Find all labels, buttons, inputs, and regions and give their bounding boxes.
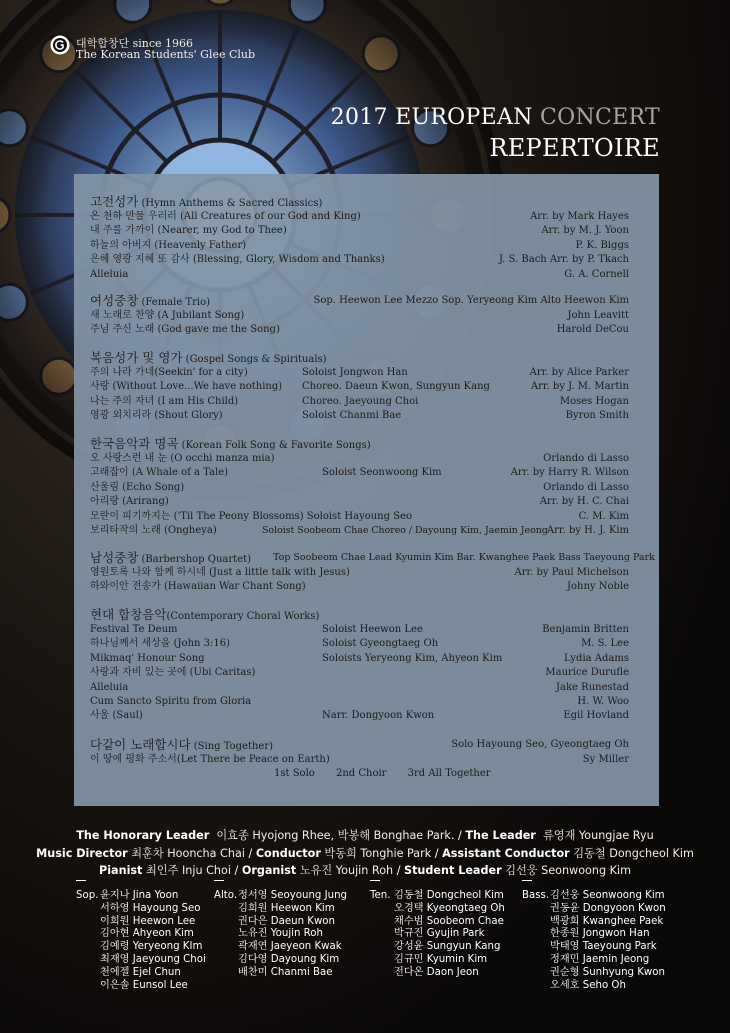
song-row: [90, 566, 629, 580]
member-row: [370, 941, 505, 954]
song-row: [90, 452, 629, 466]
song-composer: Byron Smith: [565, 410, 629, 422]
song-title: 오 사랑스런 내 눈 (O occhi manza mia): [90, 453, 275, 464]
song-title: 주님 주신 노래 (God gave me the Song): [90, 324, 280, 336]
staff-role: Assistant Conductor: [442, 847, 570, 860]
part-label: Sop.: [76, 890, 99, 901]
song-composer: Arr. by Paul Michelson: [514, 567, 629, 578]
staff-names: 최훈차 Hooncha Chai: [131, 847, 245, 860]
repertoire-section: [90, 194, 629, 282]
legend-item: 3rd All Together: [407, 768, 491, 779]
song-title: 아리랑 (Arirang): [90, 496, 169, 508]
member-name: 권동윤 Dongyoon Kwon: [550, 902, 666, 914]
member-name: 김다영 Dayoung Kim: [238, 953, 340, 965]
staff-names: 최인주 Inju Choi: [145, 864, 231, 877]
song-composer: Jake Runestad: [556, 681, 629, 693]
song-performer: Soloist Jongwon Han: [302, 367, 408, 378]
member-name: 권순형 Sunhyung Kwon: [550, 966, 665, 978]
song-title: 하와이안 전송가 (Hawaiian War Chant Song): [90, 581, 306, 593]
member-row: [214, 916, 347, 929]
member-name: 최재영 Jaeyoung Choi: [100, 953, 206, 965]
song-row: [90, 395, 629, 409]
member-row: [214, 890, 347, 903]
staff-role: Music Director: [36, 847, 128, 860]
song-performer: Soloist Seonwoong Kim: [322, 467, 442, 479]
song-title: 사울 (Saul): [90, 710, 143, 722]
song-composer: H. W. Woo: [577, 695, 629, 707]
member-column: [370, 890, 505, 980]
repertoire-section: [90, 436, 629, 538]
member-name: 김예령 Yeryeong KIm: [100, 941, 203, 953]
song-composer: Lydia Adams: [563, 652, 629, 664]
song-title: Festival Te Deum: [90, 624, 178, 635]
staff-names: 이효종 Hyojong Rhee, 박봉해 Bonghae Park.: [216, 829, 455, 842]
song-title: 온 천하 만물 우러러 (All Creatures of our God and King): [90, 211, 361, 222]
song-row: [90, 524, 629, 538]
song-row: [90, 253, 629, 267]
song-title: 고래잡이 (A Whale of a Tale): [90, 467, 229, 479]
staff-role: Conductor: [255, 847, 321, 860]
member-column: [522, 890, 666, 992]
member-name: 김동철 Dongcheol Kim: [394, 890, 504, 901]
song-composer: J. S. Bach Arr. by P. Tkach: [498, 254, 629, 266]
member-row: [522, 980, 666, 993]
title-line-2: REPERTOIRE: [489, 134, 660, 162]
member-name: 노유진 Youjin Roh: [238, 928, 323, 940]
song-row: [90, 753, 629, 767]
song-performer: Soloist Soobeom Chae Choreo / Dayoung Kim, Jaemin Jeong: [262, 524, 548, 536]
legend-item: 1st Solo: [274, 768, 315, 779]
song-row: [90, 652, 629, 666]
song-title: 사랑과 자비 있는 곳에 (Ubi Caritas): [90, 667, 256, 679]
song-composer: Orlando di Lasso: [543, 453, 629, 464]
song-composer: Benjamin Britten: [542, 624, 629, 635]
divider: [214, 880, 224, 881]
song-row: [90, 224, 629, 238]
member-row: [214, 941, 347, 954]
song-title: 내 주를 가까이 (Nearer, my God to Thee): [90, 225, 287, 237]
song-row: [90, 366, 629, 380]
staff-role: Pianist: [99, 864, 143, 877]
member-row: [522, 928, 666, 941]
member-row: [370, 928, 505, 941]
staff-names: 류영재 Youngjae Ryu: [542, 829, 654, 842]
section-performers: Top Soobeom Chae Lead Kyumin Kim Bar. Kwanghee Paek Bass Taeyoung Park: [273, 552, 655, 563]
member-column: [214, 890, 347, 980]
song-row: [90, 268, 629, 282]
song-title: 보리타작의 노래 (Ongheya): [90, 524, 217, 536]
song-row: [90, 666, 629, 680]
staff-role: Student Leader: [404, 864, 502, 877]
member-row: [76, 967, 206, 980]
staff-role: The Leader: [465, 829, 536, 842]
song-title: 영광 외치리라 (Shout Glory): [90, 410, 223, 422]
song-row: [90, 380, 629, 394]
member-name: 박규진 Gyujin Park: [394, 928, 485, 940]
song-title: 이 땅에 평화 주소서(Let There be Peace on Earth): [90, 754, 330, 765]
section-subtitle: (Contemporary Choral Works): [166, 611, 320, 622]
staff-names: 김동철 Dongcheol Kim: [573, 847, 694, 860]
song-row: [90, 695, 629, 709]
song-composer: Arr. by M. J. Yoon: [541, 225, 629, 237]
song-performer: Narr. Dongyoon Kwon: [322, 710, 435, 722]
divider: [522, 880, 532, 881]
member-name: 이희원 Heewon Lee: [100, 915, 196, 927]
member-row: [76, 928, 206, 941]
section-title: 고전성가: [90, 194, 139, 209]
staff-line-1: The Honorary Leader 이효종 Hyojong Rhee, 박봉해 Bonghae Park. / The Leader 류영재 Youngjae Ryu: [76, 829, 654, 842]
song-composer: C. M. Kim: [578, 510, 629, 522]
section-subtitle: (Gospel Songs & Spirituals): [182, 354, 327, 365]
song-performer: Soloists Yeryeong Kim, Ahyeon Kim: [322, 652, 503, 664]
song-title: 주의 나라 가네(Seekin' for a city): [90, 367, 248, 378]
song-performer: Soloist Chanmi Bae: [302, 410, 402, 422]
song-title: Mikmaq' Honour Song: [90, 652, 205, 664]
song-composer: Sy Miller: [582, 754, 629, 765]
song-row: [90, 510, 629, 524]
song-title: 산울림 (Echo Song): [90, 481, 185, 493]
repertoire-section: [90, 550, 655, 595]
song-composer: Egil Hovland: [563, 710, 629, 722]
song-row: [90, 495, 629, 509]
song-row: [90, 637, 629, 651]
song-composer: Johny Noble: [566, 581, 629, 593]
member-name: 김아현 Ahyeon Kim: [100, 928, 194, 940]
member-name: 서하영 Hayoung Seo: [100, 902, 201, 914]
song-title: 사랑 (Without Love...We have nothing): [90, 381, 283, 393]
song-row: [90, 580, 629, 594]
section-header: [90, 550, 655, 566]
part-label: Bass.: [522, 890, 550, 901]
member-row: [76, 890, 206, 903]
part-label: Ten.: [370, 890, 391, 901]
song-title: 모란이 피기까지는 ('Til The Peony Blossoms) Soloist Hayoung Seo: [90, 510, 412, 522]
song-title: Cum Sancto Spiritu from Gloria: [90, 695, 252, 707]
staff-line-2: Music Director 최훈차 Hooncha Chai / Conductor 박동희 Tonghie Park / Assistant Conductor 김동철 Dongcheol Kim: [36, 847, 694, 860]
member-row: [76, 903, 206, 916]
song-composer: Moses Hogan: [559, 395, 629, 407]
member-name: 정서영 Seoyoung Jung: [238, 890, 347, 901]
member-name: 백광희 Kwanghee Paek: [550, 915, 664, 927]
section-subtitle: (Hymn Anthems & Sacred Classics): [138, 198, 323, 209]
member-row: [214, 928, 347, 941]
song-composer: Arr. by Harry R. Wilson: [510, 467, 629, 479]
member-name: 김선웅 Seonwoong Kim: [550, 890, 665, 901]
section-title: 복음성가 및 영가: [90, 350, 183, 365]
song-row: [90, 309, 629, 323]
section-performers: Solo Hayoung Seo, Gyeongtaeg Oh: [451, 739, 629, 750]
section-header: [90, 293, 629, 309]
section-subtitle: (Korean Folk Song & Favorite Songs): [178, 440, 371, 451]
section-header: [90, 607, 629, 623]
title-accent: CONCERT: [540, 105, 660, 130]
member-row: [522, 967, 666, 980]
section-title: 다같이 노래합시다: [90, 737, 191, 752]
section-title: 남성중창: [90, 550, 139, 565]
song-row: [90, 681, 629, 695]
member-row: [76, 980, 206, 993]
section-header: [90, 436, 629, 452]
section-header: [90, 194, 629, 210]
song-title: 새 노래로 찬양 (A Jubilant Song): [90, 310, 245, 321]
club-logo: [50, 35, 70, 55]
staff-names: 노유진 Youjin Roh: [299, 864, 394, 877]
section-header: [90, 350, 629, 366]
brand-club: The Korean Students' Glee Club: [76, 48, 256, 61]
member-name: 곽재연 Jaeyeon Kwak: [238, 941, 342, 953]
member-row: [522, 954, 666, 967]
member-row: [522, 916, 666, 929]
song-row: [90, 409, 629, 423]
member-name: 김희원 Heewon Kim: [238, 902, 335, 914]
member-row: [76, 916, 206, 929]
song-composer: Arr. by Alice Parker: [529, 367, 629, 378]
member-name: 채수범 Soobeom Chae: [394, 915, 504, 927]
member-name: 배찬미 Chanmi Bae: [238, 966, 333, 978]
legend-item: 2nd Choir: [335, 768, 387, 779]
member-name: 이은솔 Eunsol Lee: [100, 979, 188, 991]
member-name: 윤지나 Jina Yoon: [100, 890, 179, 901]
repertoire-section: [90, 607, 629, 724]
song-title: 하늘의 아버지 (Heavenly Father): [90, 239, 247, 251]
song-title: Alleluia: [90, 681, 129, 693]
member-row: [370, 890, 505, 903]
member-row: [522, 890, 666, 903]
member-row: [522, 941, 666, 954]
song-row: [90, 239, 629, 253]
section-subtitle: (Barbershop Quartet): [138, 554, 251, 565]
member-row: [370, 903, 505, 916]
title-main: 2017 EUROPEAN: [330, 105, 541, 130]
song-performer: Choreo. Daeun Kwon, Sungyun Kang: [302, 381, 490, 393]
song-composer: P. K. Biggs: [575, 239, 629, 251]
section-title: 여성중창: [90, 293, 139, 308]
song-row: [90, 323, 629, 337]
member-name: 강성윤 Sungyun Kang: [394, 941, 501, 953]
song-row: [90, 623, 629, 637]
member-row: [370, 916, 505, 929]
member-column: [76, 890, 206, 992]
member-name: 전다온 Daon Jeon: [394, 966, 479, 978]
song-composer: Arr. by Mark Hayes: [530, 211, 629, 222]
member-row: [214, 903, 347, 916]
member-row: [76, 954, 206, 967]
staff-names: 김선웅 Seonwoong Kim: [505, 864, 631, 877]
song-title: 영원토록 나와 함께 하시네 (Just a little talk with Jesus): [90, 567, 350, 578]
song-title: 은혜 영광 지혜 또 감사 (Blessing, Glory, Wisdom and Thanks): [90, 254, 385, 266]
member-name: 천에젤 Ejel Chun: [100, 966, 181, 978]
song-title: 나는 주의 자녀 (I am His Child): [90, 395, 239, 407]
repertoire-section: [90, 737, 629, 767]
staff-line-3: Pianist 최인주 Inju Choi / Organist 노유진 Youjin Roh / Student Leader 김선웅 Seonwoong Kim: [99, 864, 631, 877]
repertoire-panel: [74, 174, 659, 806]
song-composer: Arr. by H. J. Kim: [546, 524, 629, 536]
member-row: [76, 941, 206, 954]
member-name: 오세호 Seho Oh: [550, 979, 626, 991]
title-line-1: [331, 105, 660, 130]
song-composer: Arr. by J. M. Martin: [530, 381, 629, 393]
staff-names: 박동희 Tonghie Park: [324, 847, 432, 860]
song-title: 하나님께서 세상을 (John 3:16): [90, 638, 230, 650]
divider: [76, 880, 86, 881]
member-name: 정재민 Jaemin Jeong: [550, 953, 650, 965]
brand-name: 대학합창단 since 1966: [76, 37, 194, 50]
member-name: 박태영 Taeyoung Park: [550, 941, 657, 953]
member-row: [214, 954, 347, 967]
staff-role: The Honorary Leader: [76, 829, 210, 842]
member-name: 김규민 Kyumin Kim: [394, 953, 488, 965]
member-row: [370, 954, 505, 967]
song-composer: Arr. by H. C. Chai: [539, 496, 629, 508]
section-subtitle: (Female Trio): [138, 297, 211, 308]
song-row: [90, 210, 629, 224]
member-name: 오경택 Kyeongtaeg Oh: [394, 902, 505, 914]
member-row: [370, 967, 505, 980]
section-title: 현대 합창음악: [90, 607, 167, 622]
song-composer: John Leavitt: [567, 310, 629, 321]
song-composer: Maurice Durufle: [545, 667, 629, 679]
member-name: 한종원 Jongwon Han: [550, 928, 650, 940]
section-subtitle: (Sing Together): [190, 741, 274, 752]
part-label: Alto.: [214, 890, 238, 901]
legend: [274, 768, 509, 779]
song-performer: Soloist Gyeongtaeg Oh: [322, 638, 439, 650]
repertoire-section: [90, 293, 629, 338]
song-composer: M. S. Lee: [581, 638, 629, 650]
section-performers: Sop. Heewon Lee Mezzo Sop. Yeryeong Kim Alto Heewon Kim: [313, 295, 629, 306]
song-performer: Choreo. Jaeyoung Choi: [302, 395, 419, 407]
repertoire-section: [90, 350, 629, 424]
section-header: [90, 737, 629, 753]
member-row: [214, 967, 347, 980]
song-composer: Harold DeCou: [556, 324, 629, 336]
song-composer: Orlando di Lasso: [543, 481, 629, 493]
member-name: 권다은 Daeun Kwon: [238, 915, 335, 927]
song-title: Alleluia: [90, 268, 129, 280]
member-row: [522, 903, 666, 916]
divider: [370, 880, 380, 881]
song-row: [90, 481, 629, 495]
song-composer: G. A. Cornell: [564, 268, 629, 280]
staff-role: Organist: [241, 864, 297, 877]
section-title: 한국음악과 명곡: [90, 436, 179, 451]
song-performer: Soloist Heewon Lee: [322, 624, 423, 635]
song-row: [90, 709, 629, 723]
song-row: [90, 466, 629, 480]
